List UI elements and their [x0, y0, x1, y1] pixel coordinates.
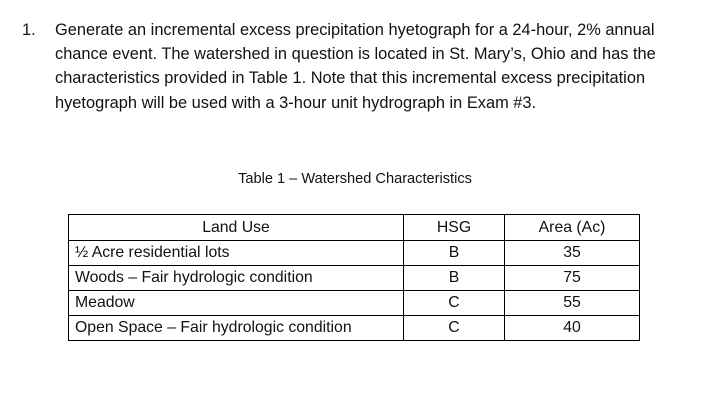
table-header-row	[69, 215, 640, 241]
table-row	[69, 291, 640, 316]
cell-land-use: ½ Acre residential lots	[69, 241, 404, 266]
table-caption: Table 1 – Watershed Characteristics	[238, 171, 472, 187]
cell-land-use: Open Space – Fair hydrologic condition	[69, 316, 404, 341]
cell-area: 55	[505, 291, 640, 316]
question-text: Generate an incremental excess precipitation hyetograph for a 24-hour, 2% annual chance event. The watershed in question is located in St. Mary’s, Ohio and has the characteristics provided in Table 1. Note that this incremental excess precipitation hyetograph will be used with a 3-hour unit hydrograph in Exam #3.	[55, 21, 656, 112]
cell-hsg: C	[404, 291, 505, 316]
table-row	[69, 266, 640, 291]
cell-hsg: B	[404, 241, 505, 266]
cell-area: 75	[505, 266, 640, 291]
table-row	[69, 316, 640, 341]
header-land-use: Land Use	[69, 215, 404, 241]
cell-area: 35	[505, 241, 640, 266]
question-number: 1.	[22, 21, 36, 39]
cell-land-use: Woods – Fair hydrologic condition	[69, 266, 404, 291]
cell-land-use: Meadow	[69, 291, 404, 316]
table-row	[69, 241, 640, 266]
cell-hsg: B	[404, 266, 505, 291]
header-hsg: HSG	[404, 215, 505, 241]
question-block	[22, 18, 694, 115]
cell-hsg: C	[404, 316, 505, 341]
watershed-characteristics-table	[68, 214, 640, 341]
cell-area: 40	[505, 316, 640, 341]
header-area: Area (Ac)	[505, 215, 640, 241]
